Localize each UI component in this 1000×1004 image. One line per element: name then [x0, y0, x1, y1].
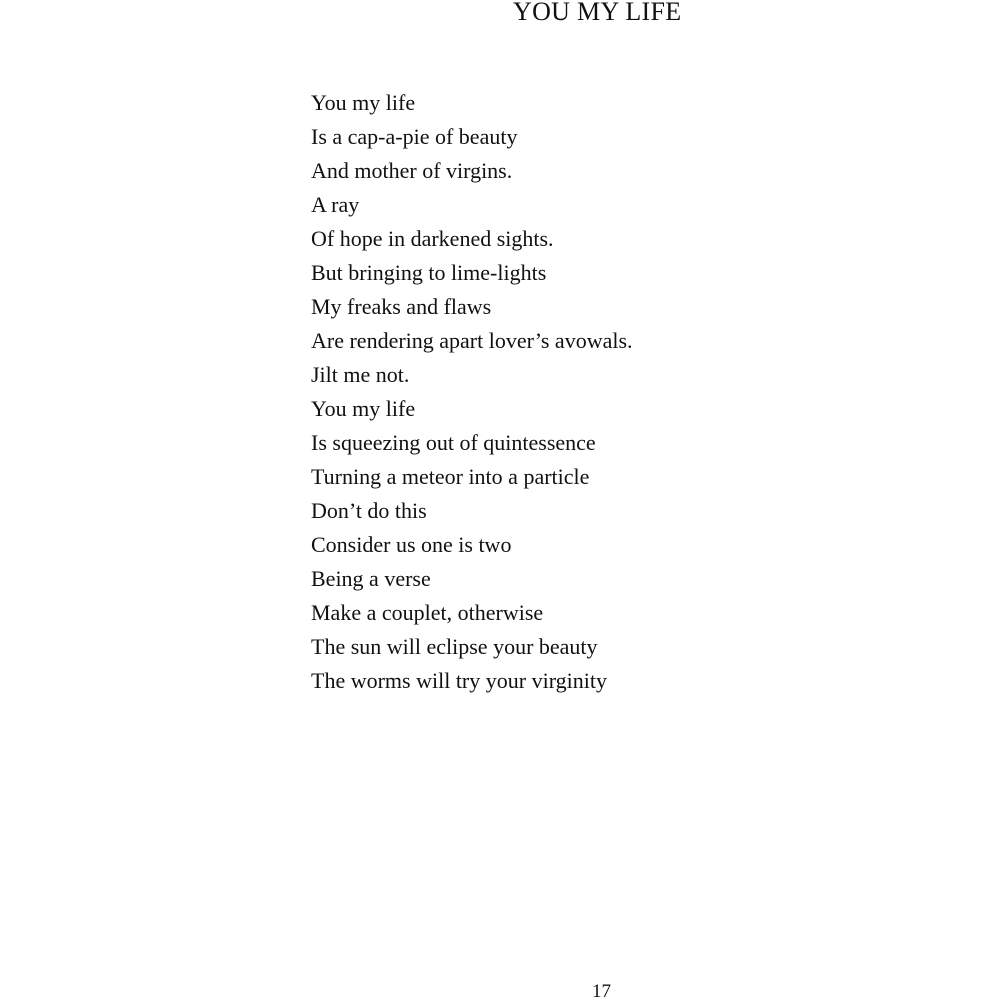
poem-line: And mother of virgins.	[311, 158, 513, 183]
poem-line: Consider us one is two	[311, 532, 512, 557]
poem-line: The sun will eclipse your beauty	[311, 634, 598, 659]
poem-line: Being a verse	[311, 566, 431, 591]
poem-line: Don’t do this	[311, 498, 427, 523]
poem-line: Make a couplet, otherwise	[311, 600, 544, 625]
poem-line: The worms will try your virginity	[311, 668, 607, 693]
poem-body	[311, 86, 633, 698]
poem-line: Is squeezing out of quintessence	[311, 430, 596, 455]
poem-line: A ray	[311, 192, 360, 217]
poem-line: My freaks and flaws	[311, 294, 492, 319]
poem-line: Are rendering apart lover’s avowals.	[311, 328, 633, 353]
poem-title: YOU MY LIFE	[513, 0, 682, 26]
page-number: 17	[592, 981, 611, 1002]
poem-line: Is a cap-a-pie of beauty	[311, 124, 518, 149]
poem-line: But bringing to lime-lights	[311, 260, 547, 285]
poem-line: You my life	[311, 396, 416, 421]
poem-line: Jilt me not.	[311, 362, 410, 387]
poem-line: Of hope in darkened sights.	[311, 226, 554, 251]
poem-line: You my life	[311, 90, 416, 115]
poem-line: Turning a meteor into a particle	[311, 464, 590, 489]
